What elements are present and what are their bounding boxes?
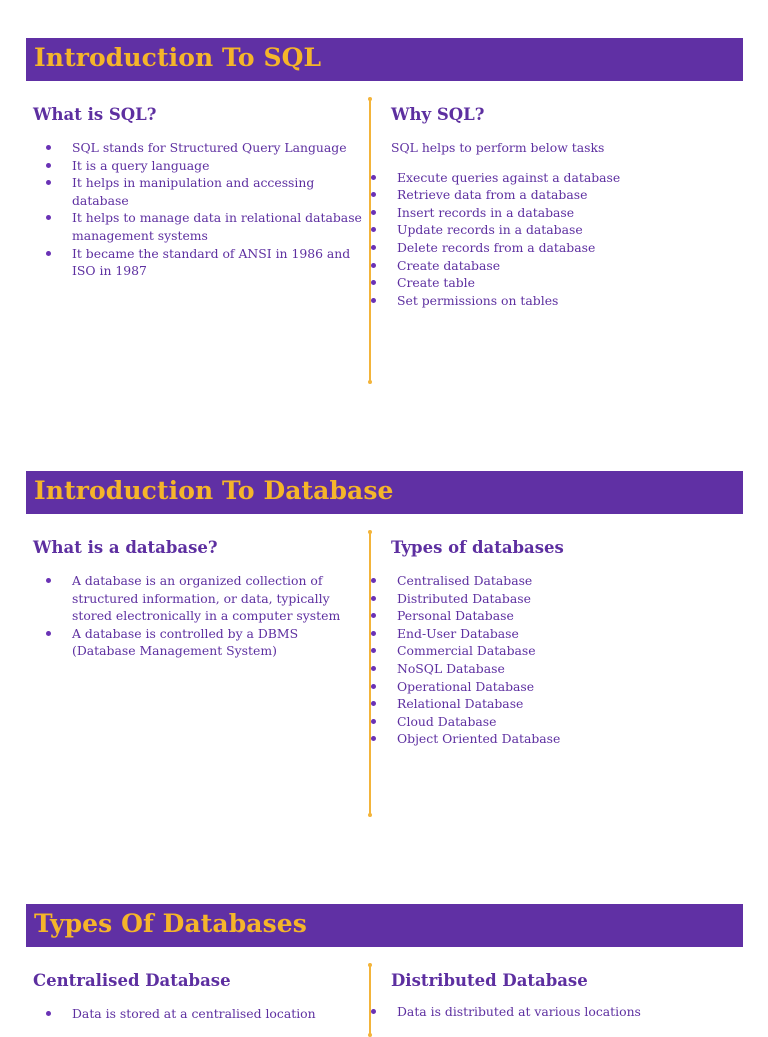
- right-column: [391, 105, 721, 309]
- list-item: It helps in manipulation and accessing database: [33, 174, 363, 209]
- section-banner: [26, 471, 743, 514]
- bullet-list: [358, 169, 721, 310]
- column-heading: Types of databases: [391, 538, 564, 557]
- list-item: Update records in a database: [358, 221, 721, 239]
- bullet-list: [33, 1005, 363, 1023]
- bullet-list: [358, 1003, 721, 1021]
- list-item: Commercial Database: [358, 642, 721, 660]
- bullet-list: [33, 572, 363, 660]
- list-item: It helps to manage data in relational database management systems: [33, 209, 363, 244]
- column-heading: What is a database?: [33, 538, 218, 557]
- list-item: Data is stored at a centralised location: [33, 1005, 363, 1023]
- list-item: Create table: [358, 274, 721, 292]
- list-item: Insert records in a database: [358, 204, 721, 222]
- column-intro: SQL helps to perform below tasks: [391, 140, 605, 155]
- list-item: Personal Database: [358, 607, 721, 625]
- section-title: Introduction To SQL: [34, 43, 322, 72]
- right-column: [391, 538, 721, 748]
- section-banner: [26, 904, 743, 947]
- list-item: NoSQL Database: [358, 660, 721, 678]
- list-item: Operational Database: [358, 678, 721, 696]
- list-item: Delete records from a database: [358, 239, 721, 257]
- list-item: Object Oriented Database: [358, 730, 721, 748]
- list-item: Retrieve data from a database: [358, 186, 721, 204]
- list-item: Execute queries against a database: [358, 169, 721, 187]
- list-item: End-User Database: [358, 625, 721, 643]
- section-title: Types Of Databases: [34, 909, 307, 938]
- section-banner: [26, 38, 743, 81]
- column-heading: Centralised Database: [33, 971, 231, 990]
- list-item: SQL stands for Structured Query Language: [33, 139, 363, 157]
- right-column: [391, 971, 721, 1021]
- left-column: [33, 538, 363, 660]
- list-item: Set permissions on tables: [358, 292, 721, 310]
- column-divider: [369, 965, 371, 1035]
- list-item: A database is controlled by a DBMS (Database Management System): [33, 625, 363, 660]
- bullet-list: [358, 572, 721, 748]
- list-item: Cloud Database: [358, 713, 721, 731]
- bullet-list: [33, 139, 363, 280]
- list-item: It became the standard of ANSI in 1986 and ISO in 1987: [33, 245, 363, 280]
- list-item: Data is distributed at various locations: [358, 1003, 721, 1021]
- list-item: Relational Database: [358, 695, 721, 713]
- list-item: Distributed Database: [358, 590, 721, 608]
- column-heading: Distributed Database: [391, 971, 588, 990]
- left-column: [33, 105, 363, 280]
- column-heading: What is SQL?: [33, 105, 157, 124]
- list-item: Create database: [358, 257, 721, 275]
- list-item: A database is an organized collection of structured information, or data, typically stored electronically in a computer system: [33, 572, 363, 625]
- list-item: Centralised Database: [358, 572, 721, 590]
- left-column: [33, 971, 363, 1023]
- list-item: It is a query language: [33, 157, 363, 175]
- section-title: Introduction To Database: [34, 476, 394, 505]
- column-heading: Why SQL?: [391, 105, 485, 124]
